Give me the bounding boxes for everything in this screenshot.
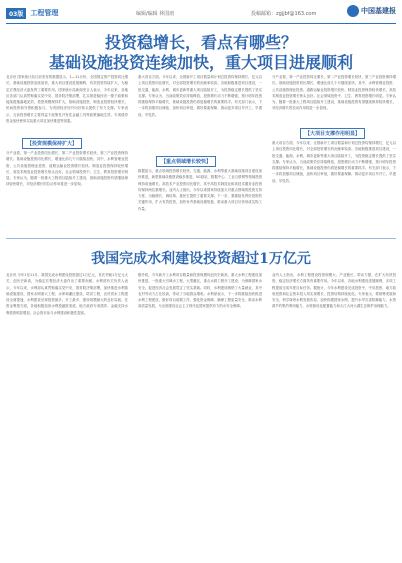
article1-col1b-text: 分产业看，第一产业投资同比增长，第二产业投资增长较快，第三产业投资保持增长。基础设施投资同比增长，增速比前几个月继续加快。其中，水利管理业投资、公共设施管理业投资、道路运输业投资增长较快。制造业投资保持较快增长，高技术制造业投资增长势头良好。社会领域投资中，卫生、教育投资增长明显。专家认为，随着一批重大工程项目陆续开工建设，基础设施投资有望继续保持较快增长，对经济增长的拉动作用将进一步显现。 bbox=[6, 151, 128, 187]
article1-col2-top-text: 重大项目方面，今年以来，全国新开工项目数量和计划总投资均保持增长，亿元以上项目投资同比增长，对全部投资增长的贡献率较高。各地积极推进项目建设，一批交通、能源、水利、城市更新等重大项目陆续开工，为投资稳定增长提供了坚实支撑。专家认为，当前政策效应持续释放，投资增长动力不断增强，预计明年投资将继续保持平稳增长，基础设施投资仍将是稳增长的重要抓手。有关部门表示，下一步将加强项目储备，加快项目审批，做好要素保障，推动更多项目早开工、早建设、早见效。 bbox=[138, 75, 262, 117]
section-divider bbox=[6, 238, 396, 239]
subhead-major-projects: 【大项目支撑作用明显】 bbox=[300, 128, 365, 139]
subhead-investment-scale: 【投资规模保持扩大】 bbox=[22, 138, 82, 149]
article1-col3-text: 重大项目方面，今年以来，全国新开工项目数量和计划总投资均保持增长，亿元以上项目投资同比增长，对全部投资增长的贡献率较高。各地积极推进项目建设，一批交通、能源、水利、城市更新等重大项目陆续开工，为投资稳定增长提供了坚实支撑。专家认为，当前政策效应持续释放，投资增长动力不断增强，预计明年投资将继续保持平稳增长，基础设施投资仍将是稳增长的重要抓手。有关部门表示，下一步将加强项目储备，加快项目审批，做好要素保障，推动更多项目早开工、早建设、早见效。 bbox=[272, 141, 396, 183]
header-rule bbox=[6, 23, 396, 24]
article1-col2-text: 数据显示，重点领域投资增长较快，交通、能源、水利等重大基础设施项目建设加快推进，新型基础设施建设稳步推进，5G基站、数据中心、工业互联网等领域投资保持高速增长。高技术产业投资同比增长，其中高技术制造业和高技术服务业投资均保持两位数增长。业内人士指出，今年以来国家持续加大对重点领域的投资支持力度，为稳增长、调结构、惠民生提供了重要支撑。下一步，要继续发挥好投资的关键作用，扩大有效投资，加快补齐基础设施短板，推动重大项目尽快形成实物工作量。 bbox=[138, 169, 262, 211]
contact-email: 投稿邮箱：zgjjbf@163.com bbox=[251, 10, 317, 17]
subhead-key-sectors: 【重点领域增长较快】 bbox=[156, 156, 216, 167]
article1-title-line2: 基础设施投资连续加快，重大项目进展顺利 bbox=[48, 53, 353, 72]
article1-column2-top bbox=[138, 74, 262, 152]
page-header bbox=[6, 4, 396, 22]
article2-col1-text: 北京讯 今年1至11月，我国完成水利建设投资超过1万亿元，首次突破1万亿元大关，创历史新高，为稳定宏观经济大盘作出了重要贡献。水利部有关负责人表示，今年以来，水利部认真贯彻落实党中央、国务院决策部署，加快推进水利基础设施建设，国家水网重大工程、水库和灌区建设、防洪工程、农村供水工程建设全面提速，水利建设呈现投资最多、开工最多、建设规模最大的良好局面。在资金筹措方面，各地积极拓宽水利投融资渠道，地方政府专项债券、金融支持水利投资明显增加，社会资本参与水利建设积极性提高。 bbox=[6, 273, 128, 315]
article1-column3-top bbox=[272, 74, 396, 124]
article2-title: 我国完成水利建设投资超过1万亿元 bbox=[91, 251, 311, 267]
article1-col3-top-text: 分产业看，第一产业投资同比增长，第二产业投资增长较快，第三产业投资保持增长。基础设施投资同比增长，增速比前几个月继续加快。其中，水利管理业投资、公共设施管理业投资、道路运输业投资增长较快。制造业投资保持较快增长，高技术制造业投资增长势头良好。社会领域投资中，卫生、教育投资增长明显。专家认为，随着一批重大工程项目陆续开工建设，基础设施投资有望继续保持较快增长，对经济增长的拉动作用将进一步显现。 bbox=[272, 75, 396, 111]
article1-column2 bbox=[138, 168, 262, 234]
article2-column1 bbox=[6, 272, 128, 558]
logo-icon bbox=[347, 5, 359, 17]
article2-col3-text: 业内人士指出，水利工程建设投资规模大、产业链长、带动力强，在扩大有效投资、稳定经济增长方面具有重要作用。今年以来，各地水利建设进展顺利，多项工程提前完成年度目标任务。据统计，今年水利建设完成投资中，中央投资、地方政府投资和社会资本投入均实现增长，投资结构持续优化。专家表示，要统筹发展和安全，科学谋划水利发展布局，加快构建国家水网，提升水旱灾害防御能力、水资源节约集约利用能力、水资源优化配置能力和大江大河大湖生态保护治理能力。 bbox=[272, 273, 396, 309]
article1-title-line1: 投资稳增长，看点有哪些？ bbox=[104, 33, 297, 52]
masthead-logo bbox=[347, 5, 396, 17]
article2-column3 bbox=[272, 272, 396, 558]
article1-column1-top bbox=[6, 74, 128, 132]
header-left bbox=[6, 8, 58, 19]
editor-credit: 编辑/编辑 林国雨 bbox=[136, 10, 175, 17]
article2-col2-text: 据介绍，今年新开工水利项目数量和投资规模均创历史新高，重大水利工程建设加快推进，一批重大引调水工程、大型灌区、重点水源工程开工建设，为保障国家水安全、促进经济社会发展奠定了坚实基础。同时，水利建设吸纳了大量就业，其中农村劳动力占比较高，带动了当地群众增收。水利部表示，下一步将继续加快推进水利工程建设，做好项目前期工作，强化资金保障，确保工程质量安全，推动水利高质量发展，为全面建设社会主义现代化国家提供有力的水安全保障。 bbox=[138, 273, 262, 309]
logo-text: 中国基建报 bbox=[361, 7, 396, 15]
article1-column3 bbox=[272, 140, 396, 234]
page-number: 03版 bbox=[6, 8, 26, 19]
article1-col1-text: 北京讯 国家统计局日前发布的数据显示，1—11月份，全国固定资产投资同比增长，基础设施投资连续加快，重大项目建设进展顺利，有效投资持续扩大，为稳定宏观经济大盘发挥了重要作用。国家统计局新闻发言人表示，今年以来，各地区各部门认真贯彻落实党中央、国务院决策部署，扎实推进稳经济一揽子政策和接续措施落地见效，投资规模保持扩大，基础设施投资、制造业投资较快增长，民间投资和外资积极参与，为巩固经济回升向好势头提供了有力支撑。专家表示，当前投资增长主要得益于政策性开发性金融工具等政策落地生效、专项债券资金加快使用以及重大项目加快推进等因素。 bbox=[6, 75, 128, 124]
article1-column1-bottom bbox=[6, 150, 128, 234]
section-name: 工程管理 bbox=[30, 9, 59, 17]
article2-column2 bbox=[138, 272, 262, 558]
